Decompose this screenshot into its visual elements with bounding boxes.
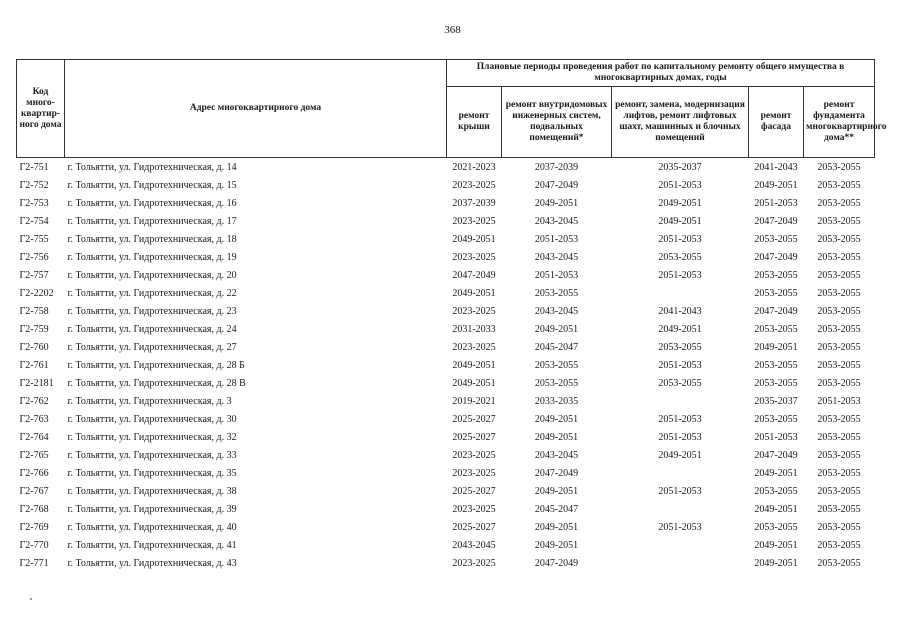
cell-systems: 2047-2049: [534, 557, 579, 569]
table-row: [17, 410, 875, 428]
cell-foundation: 2053-2055: [817, 323, 861, 335]
cell-lifts: 2051-2053: [658, 521, 702, 533]
cell-code: Г2-768: [19, 503, 49, 515]
header-code: Код много-квартир-ного дома: [17, 60, 65, 158]
cell-code: Г2-753: [19, 197, 49, 209]
repair-schedule-table: [16, 59, 887, 572]
cell-code: Г2-751: [19, 161, 49, 173]
page-number: 368: [444, 24, 461, 36]
cell-lifts: 2049-2051: [658, 197, 702, 209]
cell-address: г. Тольятти, ул. Гидротехническая, д. 3: [67, 395, 232, 407]
cell-foundation: 2053-2055: [817, 413, 861, 425]
cell-roof: 2023-2025: [452, 179, 496, 191]
cell-lifts: 2053-2055: [658, 341, 702, 353]
cell-roof: 2049-2051: [452, 287, 496, 299]
cell-facade: 2053-2055: [754, 521, 798, 533]
cell-foundation: 2051-2053: [817, 395, 861, 407]
cell-foundation: 2053-2055: [817, 377, 861, 389]
cell-roof: 2023-2025: [452, 215, 496, 227]
cell-systems: 2049-2051: [534, 197, 579, 209]
cell-systems: 2045-2047: [534, 503, 579, 515]
cell-roof: 2023-2025: [452, 449, 496, 461]
cell-foundation: 2053-2055: [817, 341, 861, 353]
cell-roof: 2047-2049: [452, 269, 496, 281]
cell-address: г. Тольятти, ул. Гидротехническая, д. 16: [67, 197, 237, 209]
cell-lifts: 2051-2053: [658, 485, 702, 497]
cell-systems: 2053-2055: [534, 377, 579, 389]
cell-code: Г2-762: [19, 395, 49, 407]
table-row: [17, 518, 875, 536]
cell-code: Г2-770: [19, 539, 49, 551]
cell-foundation: 2053-2055: [817, 467, 861, 479]
cell-foundation: 2053-2055: [817, 539, 861, 551]
cell-roof: 2019-2021: [452, 395, 496, 407]
scan-speck: [30, 598, 32, 600]
cell-lifts: [612, 536, 749, 554]
cell-systems: 2049-2051: [534, 323, 579, 335]
cell-roof: 2021-2023: [452, 161, 496, 173]
cell-foundation: 2053-2055: [817, 449, 861, 461]
cell-systems: 2045-2047: [534, 341, 579, 353]
cell-facade: 2053-2055: [754, 485, 798, 497]
cell-facade: 2049-2051: [754, 503, 798, 515]
cell-facade: 2047-2049: [754, 449, 798, 461]
cell-lifts: 2053-2055: [658, 377, 702, 389]
cell-lifts: 2035-2037: [658, 161, 702, 173]
cell-address: г. Тольятти, ул. Гидротехническая, д. 14: [67, 161, 237, 173]
cell-address: г. Тольятти, ул. Гидротехническая, д. 24: [67, 323, 237, 335]
table-row: [17, 338, 875, 356]
cell-address: г. Тольятти, ул. Гидротехническая, д. 43: [67, 557, 237, 569]
cell-address: г. Тольятти, ул. Гидротехническая, д. 33: [67, 449, 237, 461]
cell-facade: 2049-2051: [754, 467, 798, 479]
table-row: [17, 176, 875, 194]
cell-systems: 2049-2051: [534, 413, 579, 425]
cell-code: Г2-760: [19, 341, 49, 353]
cell-facade: 2053-2055: [754, 359, 798, 371]
cell-code: Г2-757: [19, 269, 49, 281]
table-row: [17, 428, 875, 446]
cell-address: г. Тольятти, ул. Гидротехническая, д. 35: [67, 467, 237, 479]
cell-lifts: 2051-2053: [658, 179, 702, 191]
cell-address: г. Тольятти, ул. Гидротехническая, д. 30: [67, 413, 237, 425]
cell-address: г. Тольятти, ул. Гидротехническая, д. 22: [67, 287, 237, 299]
cell-roof: 2031-2033: [452, 323, 496, 335]
cell-foundation: 2053-2055: [817, 269, 861, 281]
cell-lifts: 2051-2053: [658, 431, 702, 443]
header-periods-group: Плановые периоды проведения работ по капитальному ремонту общего имущества в многоквартирных домах, годы: [447, 60, 875, 87]
cell-foundation: 2053-2055: [817, 503, 861, 515]
cell-lifts: 2053-2055: [658, 251, 702, 263]
cell-address: г. Тольятти, ул. Гидротехническая, д. 17: [67, 215, 237, 227]
table-row: [17, 284, 875, 302]
cell-facade: 2049-2051: [754, 539, 798, 551]
cell-foundation: 2053-2055: [817, 287, 861, 299]
cell-address: г. Тольятти, ул. Гидротехническая, д. 38: [67, 485, 237, 497]
cell-foundation: 2053-2055: [817, 485, 861, 497]
cell-facade: 2049-2051: [754, 341, 798, 353]
cell-systems: 2033-2035: [534, 395, 579, 407]
cell-lifts: 2049-2051: [658, 449, 702, 461]
cell-lifts: 2049-2051: [658, 215, 702, 227]
table-header: [17, 60, 887, 158]
cell-facade: 2053-2055: [754, 377, 798, 389]
cell-code: Г2-766: [19, 467, 49, 479]
cell-roof: 2023-2025: [452, 557, 496, 569]
table-row: [17, 554, 875, 572]
cell-roof: 2037-2039: [452, 197, 496, 209]
cell-roof: 2025-2027: [452, 521, 496, 533]
cell-foundation: 2053-2055: [817, 557, 861, 569]
cell-facade: 2041-2043: [754, 161, 798, 173]
cell-code: Г2-769: [19, 521, 49, 533]
cell-foundation: 2053-2055: [817, 359, 861, 371]
cell-foundation: 2053-2055: [817, 233, 861, 245]
cell-lifts: 2051-2053: [658, 233, 702, 245]
cell-systems: 2043-2045: [534, 215, 579, 227]
cell-roof: 2043-2045: [452, 539, 496, 551]
cell-foundation: 2053-2055: [817, 305, 861, 317]
cell-code: Г2-758: [19, 305, 49, 317]
cell-roof: 2023-2025: [452, 503, 496, 515]
header-address: Адрес многоквартирного дома: [65, 60, 447, 158]
cell-code: Г2-764: [19, 431, 49, 443]
cell-roof: 2023-2025: [452, 305, 496, 317]
cell-code: Г2-2202: [19, 287, 54, 299]
cell-code: Г2-752: [19, 179, 49, 191]
cell-lifts: 2051-2053: [658, 359, 702, 371]
cell-roof: 2025-2027: [452, 413, 496, 425]
table-row: [17, 266, 875, 284]
cell-facade: 2051-2053: [754, 431, 798, 443]
table-row: [17, 158, 875, 177]
cell-code: Г2-759: [19, 323, 49, 335]
table-row: [17, 230, 875, 248]
cell-code: Г2-771: [19, 557, 49, 569]
table-body: [17, 158, 875, 573]
cell-code: Г2-765: [19, 449, 49, 461]
cell-lifts: [612, 392, 749, 410]
table-row: [17, 464, 875, 482]
cell-lifts: [612, 284, 749, 302]
cell-code: Г2-754: [19, 215, 49, 227]
cell-address: г. Тольятти, ул. Гидротехническая, д. 27: [67, 341, 237, 353]
cell-facade: 2049-2051: [754, 179, 798, 191]
cell-facade: 2051-2053: [754, 197, 798, 209]
table-row: [17, 500, 875, 518]
cell-address: г. Тольятти, ул. Гидротехническая, д. 32: [67, 431, 237, 443]
cell-code: Г2-2181: [19, 377, 54, 389]
cell-facade: 2049-2051: [754, 557, 798, 569]
cell-code: Г2-767: [19, 485, 49, 497]
cell-foundation: 2053-2055: [817, 161, 861, 173]
table-row: [17, 392, 875, 410]
cell-systems: 2049-2051: [534, 485, 579, 497]
table-row: [17, 248, 875, 266]
header-lifts: ремонт, замена, модернизация лифтов, ремонт лифтовых шахт, машинных и блочных помещений: [612, 87, 749, 158]
cell-systems: 2043-2045: [534, 305, 579, 317]
cell-systems: 2043-2045: [534, 251, 579, 263]
cell-systems: 2049-2051: [534, 431, 579, 443]
cell-systems: 2037-2039: [534, 161, 579, 173]
cell-address: г. Тольятти, ул. Гидротехническая, д. 28 В: [67, 377, 246, 389]
cell-address: г. Тольятти, ул. Гидротехническая, д. 40: [67, 521, 237, 533]
cell-address: г. Тольятти, ул. Гидротехническая, д. 19: [67, 251, 237, 263]
cell-systems: 2049-2051: [534, 539, 579, 551]
cell-roof: 2023-2025: [452, 251, 496, 263]
cell-systems: 2051-2053: [534, 269, 579, 281]
cell-facade: 2053-2055: [754, 269, 798, 281]
cell-foundation: 2053-2055: [817, 215, 861, 227]
cell-roof: 2049-2051: [452, 233, 496, 245]
cell-systems: 2051-2053: [534, 233, 579, 245]
cell-foundation: 2053-2055: [817, 431, 861, 443]
table-row: [17, 212, 875, 230]
cell-code: Г2-755: [19, 233, 49, 245]
cell-code: Г2-756: [19, 251, 49, 263]
table-row: [17, 536, 875, 554]
cell-lifts: [612, 554, 749, 572]
cell-systems: 2053-2055: [534, 287, 579, 299]
cell-address: г. Тольятти, ул. Гидротехническая, д. 23: [67, 305, 237, 317]
table-row: [17, 482, 875, 500]
table-row: [17, 302, 875, 320]
header-foundation: ремонт фундамента многоквартирного дома**: [804, 87, 875, 158]
cell-facade: 2053-2055: [754, 413, 798, 425]
cell-roof: 2025-2027: [452, 485, 496, 497]
cell-address: г. Тольятти, ул. Гидротехническая, д. 28 Б: [67, 359, 245, 371]
cell-systems: 2047-2049: [534, 179, 579, 191]
cell-lifts: 2051-2053: [658, 413, 702, 425]
cell-facade: 2047-2049: [754, 215, 798, 227]
table-row: [17, 320, 875, 338]
header-facade: ремонт фасада: [749, 87, 804, 158]
cell-systems: 2047-2049: [534, 467, 579, 479]
cell-lifts: [612, 464, 749, 482]
cell-lifts: 2049-2051: [658, 323, 702, 335]
cell-lifts: 2051-2053: [658, 269, 702, 281]
table-row: [17, 194, 875, 212]
cell-foundation: 2053-2055: [817, 251, 861, 263]
cell-address: г. Тольятти, ул. Гидротехническая, д. 20: [67, 269, 237, 281]
cell-facade: 2053-2055: [754, 287, 798, 299]
cell-roof: 2049-2051: [452, 359, 496, 371]
cell-foundation: 2053-2055: [817, 197, 861, 209]
cell-address: г. Тольятти, ул. Гидротехническая, д. 18: [67, 233, 237, 245]
cell-systems: 2049-2051: [534, 521, 579, 533]
cell-code: Г2-761: [19, 359, 49, 371]
table-row: [17, 374, 875, 392]
table-row: [17, 356, 875, 374]
cell-foundation: 2053-2055: [817, 521, 861, 533]
cell-facade: 2053-2055: [754, 233, 798, 245]
cell-code: Г2-763: [19, 413, 49, 425]
header-roof: ремонт крыши: [447, 87, 502, 158]
cell-facade: 2053-2055: [754, 323, 798, 335]
cell-systems: 2043-2045: [534, 449, 579, 461]
cell-address: г. Тольятти, ул. Гидротехническая, д. 39: [67, 503, 237, 515]
cell-foundation: 2053-2055: [817, 179, 861, 191]
cell-roof: 2025-2027: [452, 431, 496, 443]
cell-lifts: [612, 500, 749, 518]
cell-roof: 2049-2051: [452, 377, 496, 389]
cell-address: г. Тольятти, ул. Гидротехническая, д. 41: [67, 539, 237, 551]
cell-lifts: 2041-2043: [658, 305, 702, 317]
cell-facade: 2047-2049: [754, 305, 798, 317]
cell-systems: 2053-2055: [534, 359, 579, 371]
cell-facade: 2047-2049: [754, 251, 798, 263]
header-systems: ремонт внутридомовых инженерных систем, подвальных помещений*: [502, 87, 612, 158]
cell-roof: 2023-2025: [452, 341, 496, 353]
cell-address: г. Тольятти, ул. Гидротехническая, д. 15: [67, 179, 237, 191]
table-row: [17, 446, 875, 464]
cell-facade: 2035-2037: [754, 395, 798, 407]
cell-roof: 2023-2025: [452, 467, 496, 479]
